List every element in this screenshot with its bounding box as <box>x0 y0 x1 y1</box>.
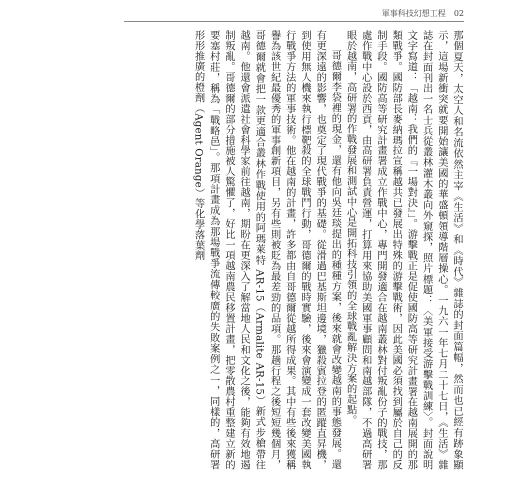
running-header <box>382 8 464 19</box>
body-text <box>126 30 464 470</box>
paragraph-2: 哥德爾李袋裡的現金，還有他向吳廷琰提出的種種方案，後來就會改變越南的事態發展。還有更深遠的影響，也奠定了現代戰爭的基礎。從滑過巴基斯坦邊境，獵殺賓拉登的匿蹤直昇機，到使用無人機來執行標靶殺的全球戰鬥行動，哥德爾的戰時實驗，後來會演變成一套改變美國執行戰爭方法的軍事技術。他在越南的計畫，許多都由自哥德爾從越所得成果。其中有些後來獲稱譽為該世紀最優秀的軍事創新項目，另有些則被貶為最差勁的品項。那趟行程之後短短幾個月，哥德爾就會把一款更適合叢林作戰使用的阿瑪萊特 AR-15（Armalite AR-15）新式步槍帶往越南。他還會派遣社會科學家前往越南，期盼在更深入了解當地人民和文化之後，能夠有效地遏制叛亂。哥德爾的部分措施被人驚懼了，好比一項越南農民移置計畫，把零散農村重整建立新的要塞村莊，稱為「戰略邑」。那項計畫成為那場戰爭流傳較廣的失敗案例之一，同樣的，高研署形形推廣的橙劑（Agent Orange）等化學落葉劑 <box>192 30 341 470</box>
running-title: 軍事科技幻想工程 <box>381 9 446 18</box>
page-number: 02 <box>453 9 464 18</box>
header-rule <box>124 21 464 22</box>
paragraph-1: 那個夏天，太空人和名流依然主宰《生活》和《時代》雜誌的封面篇幅，然而也已經有跡象顯示，這場新衝突就要開始讓美國的華盛頓領導階層操心。一九六一年七月二十七日，《生活》雜誌在封面刊出一名士兵從叢林灌木叢向外窺探，照片標題：〈美軍接受游擊戰訓練〉。封面說明文字寫道：「越南：我們的『一場對決』」。游擊戰正是促使國防高等研究計畫署在越南展開的那類戰爭。國防部長麥納瑪拉宣稱越共已發展出特殊的游擊戰術，因此美國必須找到屬於自己的反制手段。國防高等研究計畫署成立作戰中心，專門開發適合在越南叢林對付叛亂份子的戰技，那處作戰中心設於西貢，由高研署負責營運，打算用來協助美國軍事顧問和南越部隊，不過高研署眼於越南，高研署的作戰發展和測試中心是開拓科技引領的全球戰亂解決方案的起點。 <box>344 30 462 470</box>
